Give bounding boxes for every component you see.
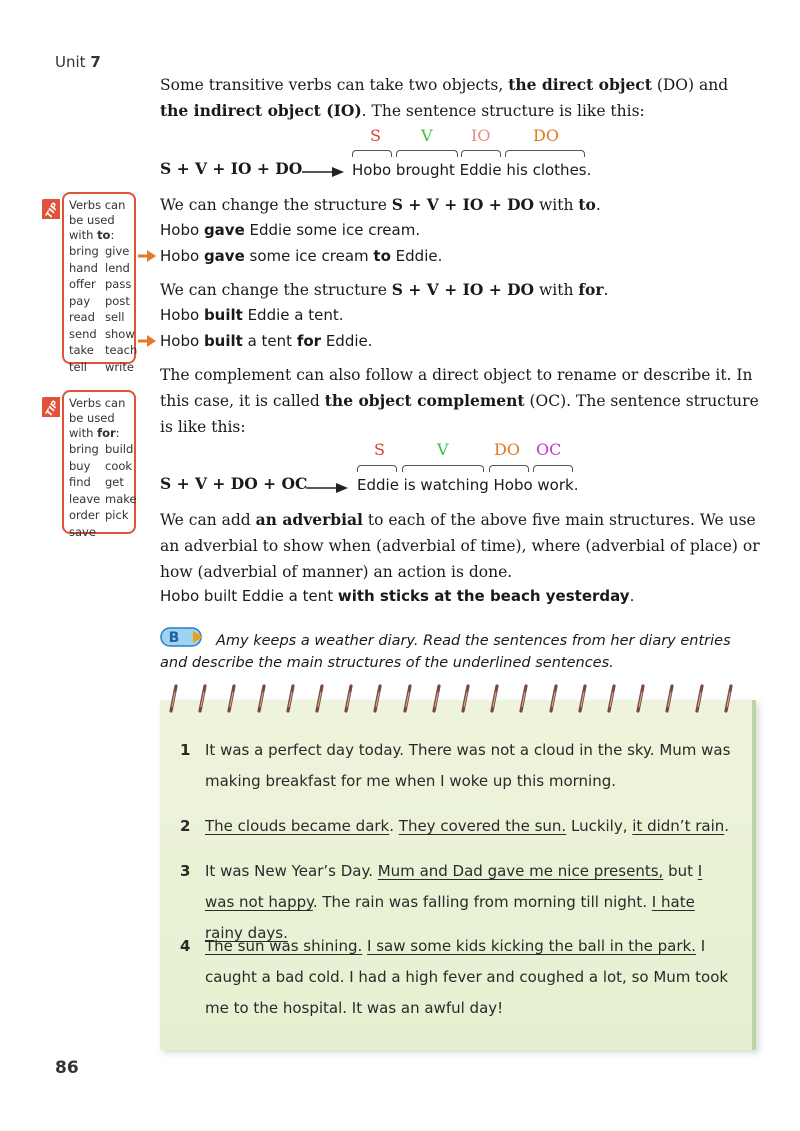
brace-io bbox=[461, 150, 501, 157]
spiral-ring-icon bbox=[460, 683, 470, 713]
adverbial-example-bold: with sticks at the beach yesterday bbox=[337, 587, 630, 605]
ex-for-2-text-2: a tent bbox=[242, 332, 297, 350]
adverbial-bold: an adverbial bbox=[255, 510, 363, 529]
svg-text:TIP: TIP bbox=[44, 201, 62, 221]
svg-text:B: B bbox=[168, 630, 180, 646]
label-s: S bbox=[374, 440, 385, 459]
tip-word: teach bbox=[105, 343, 138, 357]
tip-word: find bbox=[69, 475, 91, 489]
tip-word: write bbox=[105, 359, 134, 374]
example-to-2 bbox=[160, 243, 442, 269]
tip-word: get bbox=[105, 475, 124, 489]
diary-entry-2 bbox=[180, 811, 735, 842]
intro-bold-2: the indirect object (IO) bbox=[160, 101, 362, 120]
underlined-sentence: I saw some kids kicking the ball in the park. bbox=[367, 937, 696, 955]
complement-text-1: The complement can also follow a direct object to rename or describe it. In this case, it is called bbox=[160, 366, 753, 410]
tip-word: pass bbox=[105, 277, 132, 291]
brace-v bbox=[402, 465, 484, 472]
tip-word: buy bbox=[69, 458, 91, 473]
spiral-ring-icon bbox=[402, 683, 412, 713]
tip-word: cook bbox=[105, 458, 133, 473]
underlined-sentence: it didn’t rain bbox=[632, 817, 725, 835]
change-to-bold-1: S + V + IO + DO bbox=[391, 195, 535, 214]
unit-number: 7 bbox=[90, 53, 101, 71]
arrow-right-icon bbox=[306, 481, 348, 495]
label-do: DO bbox=[533, 126, 559, 145]
tip-word: take bbox=[69, 343, 94, 357]
orange-arrow-icon bbox=[138, 335, 156, 347]
adverbial-example-text-1: Hobo built Eddie a tent bbox=[160, 587, 338, 605]
spiral-ring-icon bbox=[431, 683, 441, 713]
tip-word: bring bbox=[69, 442, 99, 456]
svg-text:TIP: TIP bbox=[44, 399, 62, 419]
tip-word: leave bbox=[69, 491, 101, 506]
diary-entry-1 bbox=[180, 735, 735, 797]
spiral-ring-icon bbox=[606, 683, 616, 713]
tip-word: show bbox=[105, 326, 135, 341]
tip-word: offer bbox=[69, 277, 96, 291]
spiral-ring-icon bbox=[168, 683, 178, 713]
tip-word: lend bbox=[105, 260, 130, 275]
ex-to-2-text-1: Hobo bbox=[160, 247, 204, 265]
ex-to-2-text-3: Eddie. bbox=[390, 247, 443, 265]
intro-paragraph bbox=[160, 72, 760, 124]
formula-1-label: S + V + IO + DO bbox=[160, 159, 303, 178]
ex-for-2-text-3: Eddie. bbox=[321, 332, 373, 350]
spiral-ring-icon bbox=[548, 683, 558, 713]
arrow-right-icon bbox=[302, 165, 344, 179]
intro-bold-1: the direct object bbox=[508, 75, 652, 94]
ex-to-2-text-2: some ice cream bbox=[244, 247, 374, 265]
change-to-text-1: We can change the structure bbox=[160, 196, 392, 214]
diary-entry-4 bbox=[180, 931, 735, 1024]
tip-heading: Verbs can be used with for: bbox=[69, 396, 126, 440]
complement-text-2: (OC). The sentence structure is like this: bbox=[160, 392, 759, 436]
ex-to-1-bold: gave bbox=[203, 221, 245, 239]
entry-number: 1 bbox=[180, 741, 191, 759]
change-for-bold-1: S + V + IO + DO bbox=[391, 280, 535, 299]
tip-word: bring bbox=[69, 244, 99, 258]
intro-text-1: Some transitive verbs can take two objects, bbox=[160, 76, 509, 94]
brace-oc bbox=[533, 465, 573, 472]
orange-arrow-icon bbox=[138, 250, 156, 262]
complement-paragraph bbox=[160, 362, 760, 440]
intro-text-3: . The sentence structure is like this: bbox=[361, 102, 645, 120]
underlined-sentence: They covered the sun. bbox=[398, 817, 567, 835]
adverbial-text-1: We can add bbox=[160, 511, 256, 529]
brace-s bbox=[352, 150, 392, 157]
tip-word-list bbox=[69, 441, 137, 540]
change-to-text-3: . bbox=[595, 196, 601, 214]
example-for-1 bbox=[160, 302, 344, 328]
spiral-ring-icon bbox=[197, 683, 207, 713]
entry-text: The clouds became dark. They covered the sun. Luckily, it didn’t rain. bbox=[205, 817, 730, 835]
change-to-text-2: with bbox=[534, 196, 579, 214]
tip-box-to bbox=[62, 192, 138, 374]
ex-for-1-text-1: Hobo bbox=[160, 306, 204, 324]
tip-word: hand bbox=[69, 260, 98, 275]
tip-word: pay bbox=[69, 293, 91, 308]
label-io: IO bbox=[471, 126, 491, 145]
entry-number: 4 bbox=[180, 937, 191, 955]
spiral-ring-icon bbox=[343, 683, 353, 713]
exercise-instruction-text: Amy keeps a weather diary. Read the sentences from her diary entries and describe the main structures of the underlined sentences. bbox=[160, 633, 731, 671]
spiral-ring-icon bbox=[489, 683, 499, 713]
brace-v bbox=[396, 150, 458, 157]
tip-word: read bbox=[69, 310, 95, 324]
ex-for-2-text-1: Hobo bbox=[160, 332, 204, 350]
spiral-ring-icon bbox=[664, 683, 674, 713]
ex-to-1-text-1: Hobo bbox=[160, 221, 204, 239]
entry-number: 3 bbox=[180, 862, 191, 880]
tip-word: save bbox=[69, 524, 96, 539]
formula-1-example: Hobo brought Eddie his clothes. bbox=[352, 161, 592, 179]
change-to-bold-2: to bbox=[578, 195, 596, 214]
tip-word-list bbox=[69, 243, 138, 375]
label-oc: OC bbox=[536, 440, 562, 459]
brace-do bbox=[489, 465, 529, 472]
adverbial-paragraph bbox=[160, 507, 760, 585]
ex-for-1-bold: built bbox=[203, 306, 243, 324]
adverbial-example-text-2: . bbox=[629, 587, 635, 605]
underlined-sentence: I hate rainy days. bbox=[205, 893, 695, 942]
label-do: DO bbox=[494, 440, 520, 459]
label-s: S bbox=[370, 126, 381, 145]
spiral-ring-icon bbox=[256, 683, 266, 713]
underlined-sentence: The sun was shining. bbox=[205, 937, 363, 955]
spiral-ring-icon bbox=[723, 683, 733, 713]
entry-text: The sun was shining. I saw some kids kicking the ball in the park. I caught a bad cold. I had a high fever and coughed a lot, so Mum took me to the hospital. It was an awful day! bbox=[205, 937, 729, 1017]
tip-word: build bbox=[105, 442, 134, 456]
ex-for-2-bold-2: for bbox=[296, 332, 322, 350]
brace-s bbox=[357, 465, 397, 472]
ex-for-1-text-2: Eddie a tent. bbox=[242, 306, 344, 324]
tip-word: send bbox=[69, 326, 97, 341]
adverbial-text-2: to each of the above five main structures. We use an adverbial to show when (adverbial of time), where (adverbial of place) or how (adverbial of manner) an action is done. bbox=[160, 511, 760, 581]
unit-word: Unit bbox=[55, 53, 86, 71]
tip-word bbox=[105, 524, 139, 541]
change-for-bold-2: for bbox=[578, 280, 604, 299]
example-to-1 bbox=[160, 217, 420, 243]
formula-2-label: S + V + DO + OC bbox=[160, 474, 308, 493]
tip-box-for bbox=[62, 390, 137, 539]
unit-label bbox=[55, 53, 101, 71]
spiral-ring-icon bbox=[518, 683, 528, 713]
complement-bold: the object complement bbox=[324, 391, 525, 410]
spiral-ring-icon bbox=[694, 683, 704, 713]
label-v: V bbox=[421, 126, 433, 145]
underlined-sentence: The clouds became dark bbox=[205, 817, 390, 835]
exercise-instruction bbox=[160, 630, 760, 674]
underlined-sentence: I was not happy bbox=[205, 862, 703, 911]
change-to-rule bbox=[160, 192, 601, 218]
spiral-ring-icon bbox=[314, 683, 324, 713]
page-number: 86 bbox=[55, 1058, 79, 1078]
spiral-ring-icon bbox=[285, 683, 295, 713]
adverbial-example bbox=[160, 583, 634, 609]
tip-word: sell bbox=[105, 310, 125, 324]
tip-badge-icon bbox=[38, 395, 64, 421]
ex-to-2-bold-2: to bbox=[373, 247, 391, 265]
underlined-sentence: Mum and Dad gave me nice presents, bbox=[377, 862, 664, 880]
formula-2-example: Eddie is watching Hobo work. bbox=[357, 476, 579, 494]
tip-word: tell bbox=[69, 359, 87, 374]
change-for-text-1: We can change the structure bbox=[160, 281, 392, 299]
intro-text-2: (DO) and bbox=[651, 76, 729, 94]
tip-word: post bbox=[105, 293, 130, 308]
entry-number: 2 bbox=[180, 817, 191, 835]
entry-text: It was New Year’s Day. Mum and Dad gave me nice presents, but I was not happy. The rain was falling from morning till night. I hate rainy days. bbox=[205, 862, 703, 942]
change-for-text-2: with bbox=[534, 281, 579, 299]
label-v: V bbox=[437, 440, 449, 459]
entry-text: It was a perfect day today. There was not a cloud in the sky. Mum was making breakfast for me when I woke up this morning. bbox=[205, 741, 731, 790]
tip-word: order bbox=[69, 508, 100, 522]
brace-do bbox=[505, 150, 585, 157]
tip-heading: Verbs can be used with to: bbox=[69, 198, 126, 242]
spiral-ring-icon bbox=[372, 683, 382, 713]
tip-word: make bbox=[105, 491, 137, 506]
change-for-rule bbox=[160, 277, 608, 303]
tip-word: pick bbox=[105, 508, 129, 522]
change-for-text-3: . bbox=[603, 281, 609, 299]
ex-to-1-text-2: Eddie some ice cream. bbox=[244, 221, 421, 239]
spiral-ring-icon bbox=[635, 683, 645, 713]
spiral-ring-icon bbox=[226, 683, 236, 713]
tip-word: give bbox=[105, 244, 130, 258]
ex-to-2-bold-1: gave bbox=[203, 247, 245, 265]
ex-for-2-bold-1: built bbox=[203, 332, 243, 350]
spiral-ring-icon bbox=[577, 683, 587, 713]
example-for-2 bbox=[160, 328, 373, 354]
tip-badge-icon bbox=[38, 197, 64, 223]
